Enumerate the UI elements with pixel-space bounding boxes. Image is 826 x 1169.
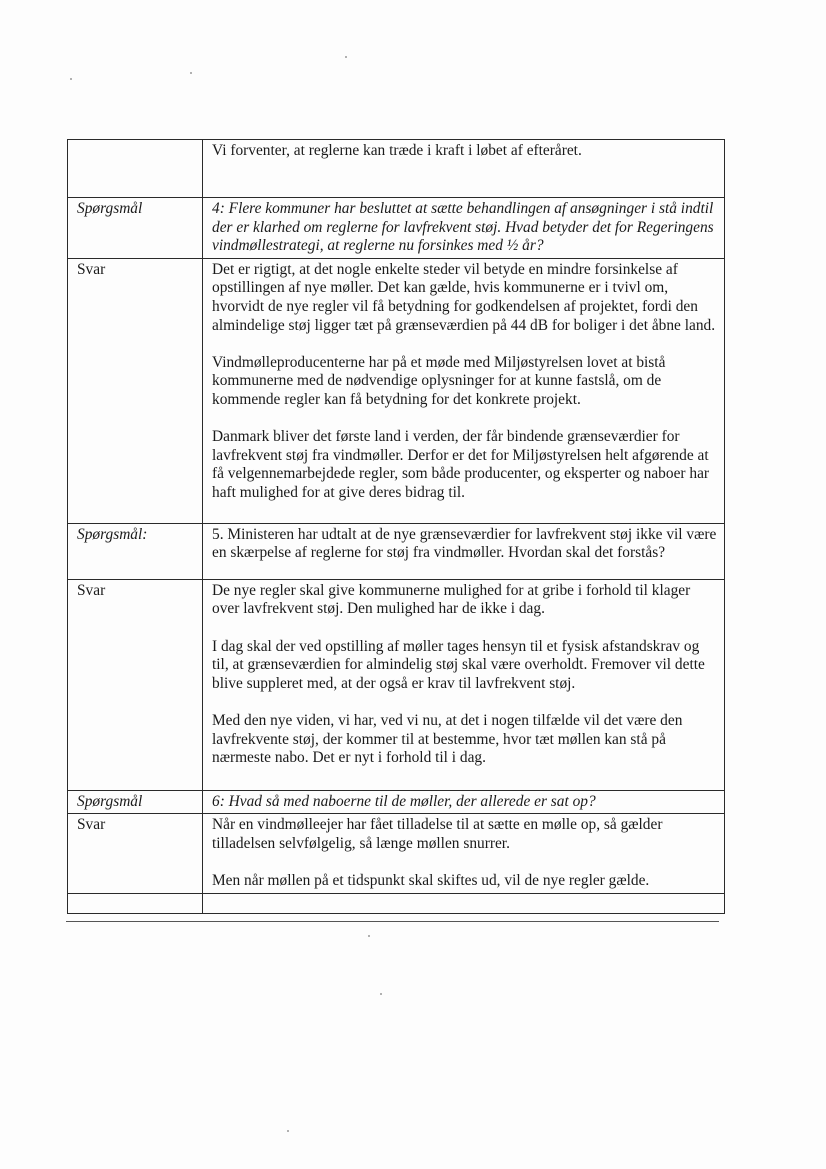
row-label-cell	[68, 579, 203, 790]
row-label-cell	[68, 893, 203, 913]
answer-paragraph: 5. Ministeren har udtalt at de nye grænseværdier for lavfrekvent støj ikke vil være en skærpelse af reglerne for støj fra vindmøller. Hvordan skal det forstås?	[212, 525, 717, 562]
question-text: 4: Flere kommuner har besluttet at sætte behandlingen af ansøgninger i stå indtil der er klarhed om reglerne for lavfrekvent støj. Hvad betyder det for Regeringens vindmøllestrategi, at reglerne nu forsinkes med ½ år?	[212, 200, 714, 255]
table-row	[68, 579, 725, 790]
row-text-cell	[203, 523, 725, 579]
question-text: 6: Hvad så med naboerne til de møller, der allerede er sat op?	[212, 792, 596, 810]
table-row	[68, 790, 725, 814]
row-label: Svar	[77, 260, 106, 278]
table-row	[68, 893, 725, 913]
answer-paragraph: Men når møllen på et tidspunkt skal skiftes ud, vil de nye regler gælde.	[212, 872, 650, 890]
row-text-cell	[203, 198, 725, 259]
row-label-cell	[68, 523, 203, 579]
qa-table-body	[68, 140, 725, 914]
qa-table	[67, 139, 725, 914]
scan-speck	[345, 56, 347, 58]
table-row	[68, 140, 725, 198]
scan-speck	[368, 935, 370, 937]
answer-paragraph: Vindmølleproducenterne har på et møde med Miljøstyrelsen lovet at bistå kommunerne med de nødvendige oplysninger for at kunne fastslå, om de kommende regler kan få betydning for det konkrete projekt.	[212, 353, 666, 408]
answer-paragraph: I dag skal der ved opstilling af møller tages hensyn til et fysisk afstandskrav og til, at grænseværdien for almindelig støj skal være overholdt. Fremover vil dette blive suppleret med, at der også er krav til lavfrekvent støj.	[212, 637, 705, 692]
row-label: Spørgsmål:	[77, 525, 148, 543]
footer-rule	[66, 921, 719, 922]
table-row	[68, 523, 725, 579]
answer-paragraph: Det er rigtigt, at det nogle enkelte steder vil betyde en mindre forsinkelse af opstillingen af nye møller. Det kan gælde, hvis kommunerne er i tvivl om, hvorvidt de nye regler vil få betydning for godkendelsen af projektet, fordi den almindelige støj ligger tæt på grænseværdien på 44 dB for boliger i det åbne land.	[212, 260, 716, 334]
row-text-cell	[203, 893, 725, 913]
row-label: Svar	[77, 581, 106, 599]
row-text-cell	[203, 258, 725, 523]
row-label-cell	[68, 198, 203, 259]
scan-speck	[70, 78, 72, 80]
answer-paragraph: Danmark bliver det første land i verden, der får bindende grænseværdier for lavfrekvent støj fra vindmøller. Derfor er det for Miljøstyrelsen helt afgørende at få velgennemarbejdede regler, som både producenter, og eksperter og naboer har haft mulighed for at give deres bidrag til.	[212, 428, 710, 501]
row-text-cell	[203, 790, 725, 814]
answer-paragraph: Med den nye viden, vi har, ved vi nu, at det i nogen tilfælde vil det være den lavfrekvente støj, der kommer til at bestemme, hvor tæt møllen kan stå på nærmeste nabo. Det er nyt i forhold til i dag.	[212, 711, 683, 767]
table-row	[68, 258, 725, 523]
row-label-cell	[68, 790, 203, 814]
scan-speck	[287, 1130, 289, 1132]
answer-paragraph: De nye regler skal give kommunerne mulighed for at gribe i forhold til klager over lavfrekvent støj. Den mulighed har de ikke i dag.	[212, 581, 691, 618]
row-label-cell	[68, 814, 203, 893]
table-row	[68, 198, 725, 259]
row-text-cell	[203, 140, 725, 198]
answer-paragraph: Når en vindmølleejer har fået tilladelse til at sætte en mølle op, så gælder tilladelsen selvfølgelig, så længe møllen snurrer.	[212, 816, 663, 852]
answer-paragraph: Vi forventer, at reglerne kan træde i kraft i løbet af efteråret.	[212, 142, 582, 159]
row-text-cell	[203, 579, 725, 790]
row-label: Spørgsmål	[77, 200, 143, 217]
row-text-cell	[203, 814, 725, 893]
row-label: Svar	[77, 816, 106, 834]
scan-speck	[380, 993, 382, 995]
table-row	[68, 814, 725, 893]
row-label: Spørgsmål	[77, 792, 143, 810]
scan-speck	[190, 72, 192, 74]
row-label-cell	[68, 258, 203, 523]
row-label-cell	[68, 140, 203, 198]
